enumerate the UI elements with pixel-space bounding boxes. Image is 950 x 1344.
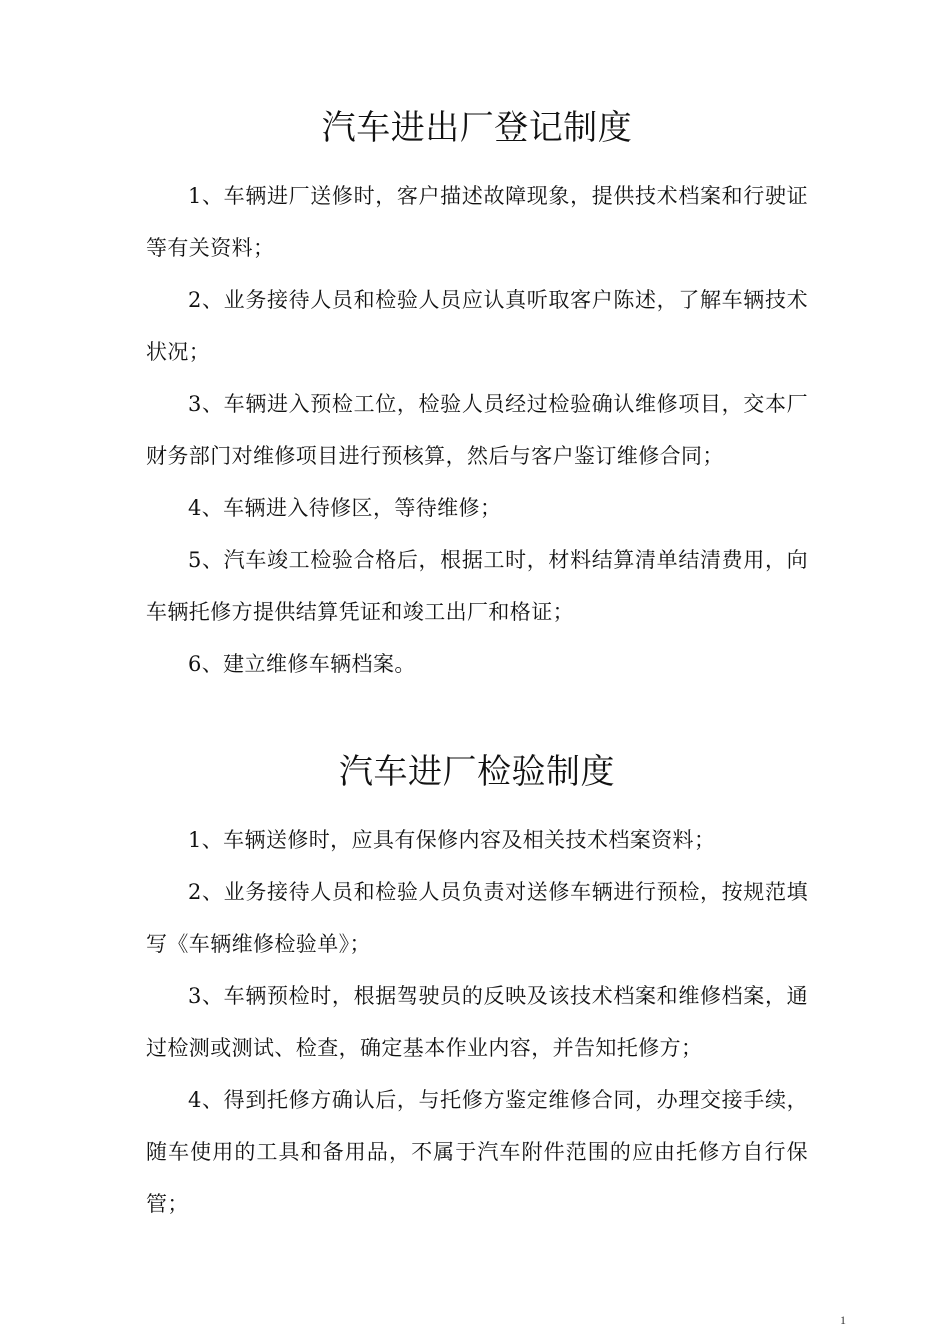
clause-list [146, 170, 808, 690]
clause-item: 3、车辆进入预检工位，检验人员经过检验确认维修项目，交本厂财务部门对维修项目进行预核算，然后与客户鉴订维修合同； [146, 392, 808, 468]
section-vehicle-entry-inspection [146, 744, 808, 1230]
clause-item: 1、车辆进厂送修时，客户描述故障现象，提供技术档案和行驶证等有关资料； [146, 184, 808, 260]
clause-item: 1、车辆送修时，应具有保修内容及相关技术档案资料； [188, 828, 716, 852]
clause-item: 2、业务接待人员和检验人员应认真听取客户陈述，了解车辆技术状况； [146, 288, 808, 364]
clause-item: 4、得到托修方确认后，与托修方鉴定维修合同，办理交接手续，随车使用的工具和备用品，不属于汽车附件范围的应由托修方自行保管； [146, 1088, 808, 1216]
clause-list [146, 814, 808, 1230]
section-title: 汽车进厂检验制度 [339, 752, 615, 792]
page-number: 1 [840, 1313, 846, 1327]
section-vehicle-entry-exit-registration [146, 100, 808, 690]
clause-item: 2、业务接待人员和检验人员负责对送修车辆进行预检，按规范填写《车辆维修检验单》； [146, 880, 808, 956]
clause-item: 6、建立维修车辆档案。 [188, 652, 416, 676]
section-title: 汽车进出厂登记制度 [321, 108, 633, 148]
clause-item: 3、车辆预检时，根据驾驶员的反映及该技术档案和维修档案，通过检测或测试、检查，确定基本作业内容，并告知托修方； [146, 984, 808, 1060]
clause-item: 5、汽车竣工检验合格后，根据工时，材料结算清单结清费用，向车辆托修方提供结算凭证和竣工出厂和格证； [146, 548, 808, 624]
clause-item: 4、车辆进入待修区，等待维修； [188, 496, 502, 520]
